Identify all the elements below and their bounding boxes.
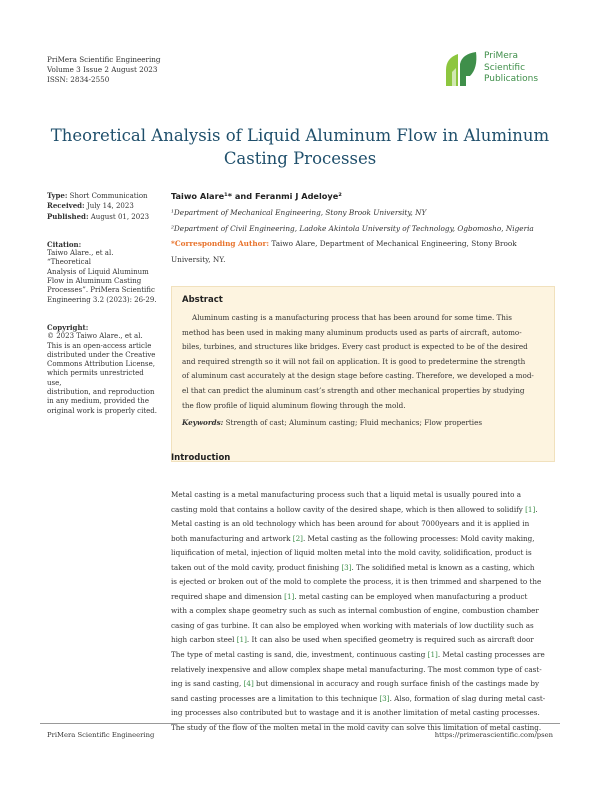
abstract-box: [171, 286, 555, 462]
copyright-line: original work is properly cited.: [47, 406, 157, 415]
citation-link[interactable]: [1]: [236, 635, 247, 645]
journal-info: [47, 55, 161, 85]
logo-line-3: Publications: [484, 74, 539, 84]
copyright-block: [47, 323, 157, 416]
intro-line: both manufacturing and artwork [2]. Metal casting as the following processes: Mold cavity making,: [171, 533, 535, 543]
section-heading-introduction: Introduction: [171, 453, 231, 463]
copyright-line: in any medium, provided the: [47, 397, 149, 406]
intro-line: Metal casting is a metal manufacturing process such that a liquid metal is usually poured into a: [171, 490, 522, 499]
paper-title: [40, 124, 560, 170]
affiliation-2: ²Department of Civil Engineering, Ladoke Akintola University of Technology, Ogbomosho, Nigeria: [171, 224, 534, 233]
citation-link[interactable]: [3]: [341, 562, 352, 572]
citation-block: [47, 240, 157, 305]
intro-line: high carbon steel [1]. It can also be used when specified geometry is required such as aircraft door: [171, 635, 534, 645]
intro-line: relatively inexpensive and allow complex shape metal manufacturing. The most common type of cast-: [171, 664, 542, 674]
publisher-logo: [444, 50, 564, 90]
intro-line: liquification of metal, injection of liquid molten metal into the mold cavity, solidification, product is: [171, 548, 532, 558]
footer-divider: [40, 723, 560, 724]
citation-link[interactable]: [1]: [427, 650, 438, 660]
leaf-logo-icon: [444, 50, 480, 88]
copyright-line: © 2023 Taiwo Alare., et al.: [47, 332, 143, 341]
citation-line: Flow in Aluminum Casting: [47, 277, 142, 286]
article-sidebar: [47, 191, 157, 416]
copyright-label: Copyright:: [47, 322, 89, 332]
citation-line: Taiwo Alare., et al. “Theoretical: [47, 249, 114, 267]
intro-line: ing processes also contributed but to wastage and it is another limitation of metal casting processes.: [171, 708, 540, 718]
intro-line: casing of gas turbine. It can also be employed when working with materials of low ductility such as: [171, 620, 534, 630]
citation-link[interactable]: [2]: [292, 533, 303, 543]
logo-text: [484, 51, 538, 86]
abstract-text: Aluminum casting is a manufacturing process that has been around for some time. This method has been used in making many aluminum products used as parts of aircraft, automo- biles, turbines, and structures like bridges. Every cast product is expected to be of the desired and required strength so it will not fail on application. It is good to predetermine the strength of aluminum cast accurately at the design stage before casting. Therefore, we developed a mod- el that can predict the aluminum cast’s strength and other mechanical properties by studying the flow profile of liquid aluminum flowing through the mold.: [182, 313, 534, 410]
intro-line: is ejected or broken out of the mold to complete the process, it is then trimmed and sharpened to the: [171, 577, 542, 587]
citation-label: Citation:: [47, 239, 82, 249]
citation-line: Processes”. PriMera Scientific: [47, 286, 155, 295]
intro-line: The type of metal casting is sand, die, investment, continuous casting [1]. Metal casting processes are: [171, 650, 545, 660]
title-line-1: Theoretical Analysis of Liquid Aluminum Flow in Aluminum: [50, 126, 550, 145]
citation-line: Engineering 3.2 (2023): 26-29.: [47, 295, 157, 304]
intro-line: The study of the flow of the molten metal in the mold cavity can solve this limitation of metal casting.: [171, 722, 542, 732]
logo-line-2: Scientific: [484, 62, 526, 73]
footer-url[interactable]: https://primerascientific.com/psen: [434, 731, 553, 739]
intro-line: taken out of the mold cavity, product finishing [3]. The solidified metal is known as a casting, which: [171, 562, 535, 572]
citation-link[interactable]: [1]: [525, 504, 536, 514]
received-date: Received: July 14, 2023: [47, 201, 134, 211]
affiliation-1: ¹Department of Mechanical Engineering, Stony Brook University, NY: [171, 208, 427, 217]
keywords: Keywords: Strength of cast; Aluminum casting; Fluid mechanics; Flow properties: [182, 418, 483, 428]
corresponding-author: *Corresponding Author: Taiwo Alare, Department of Mechanical Engineering, Stony Brook University, NY.: [171, 239, 517, 264]
author-block: [171, 191, 555, 268]
published-date: Published: August 01, 2023: [47, 211, 150, 221]
intro-line: ing is sand casting, [4] but dimensional in accuracy and rough surface finish of the castings made by: [171, 679, 540, 689]
title-line-2: Casting Processes: [223, 149, 377, 168]
copyright-line: This is an open-access article: [47, 341, 152, 350]
intro-line: required shape and dimension [1]. metal casting can be employed when manufacturing a product: [171, 591, 528, 601]
journal-issn: ISSN: 2834-2550: [47, 75, 110, 84]
copyright-line: distributed under the Creative: [47, 350, 156, 359]
citation-link[interactable]: [1]: [284, 591, 295, 601]
citation-line: Analysis of Liquid Aluminum: [47, 267, 149, 276]
logo-line-1: PriMera: [484, 51, 518, 61]
abstract-title: Abstract: [182, 295, 223, 305]
author-names: Taiwo Alare¹* and Feranmi J Adeloye²: [171, 191, 342, 201]
citation-link[interactable]: [3]: [379, 693, 390, 703]
intro-line: sand casting processes are a limitation to this technique [3]. Also, formation of slag during metal cast-: [171, 693, 546, 703]
copyright-line: Commons Attribution License,: [47, 360, 155, 369]
journal-name: PriMera Scientific Engineering: [47, 55, 161, 64]
citation-link[interactable]: [4]: [243, 679, 254, 689]
copyright-line: which permits unrestricted use,: [47, 369, 144, 387]
intro-line: with a complex shape geometry such as such as internal combustion of engine, combustion chamber: [171, 606, 539, 616]
footer-journal: PriMera Scientific Engineering: [47, 731, 155, 739]
article-type: Type: Short Communication: [47, 191, 148, 200]
copyright-line: distribution, and reproduction: [47, 388, 155, 397]
intro-line: casting mold that contains a hollow cavity of the desired shape, which is then allowed to solidify [1].: [171, 504, 538, 514]
introduction-text: [171, 488, 555, 735]
journal-volume: Volume 3 Issue 2 August 2023: [47, 65, 158, 74]
intro-line: Metal casting is an old technology which has been around for about 7000years and it is applied in: [171, 519, 530, 529]
